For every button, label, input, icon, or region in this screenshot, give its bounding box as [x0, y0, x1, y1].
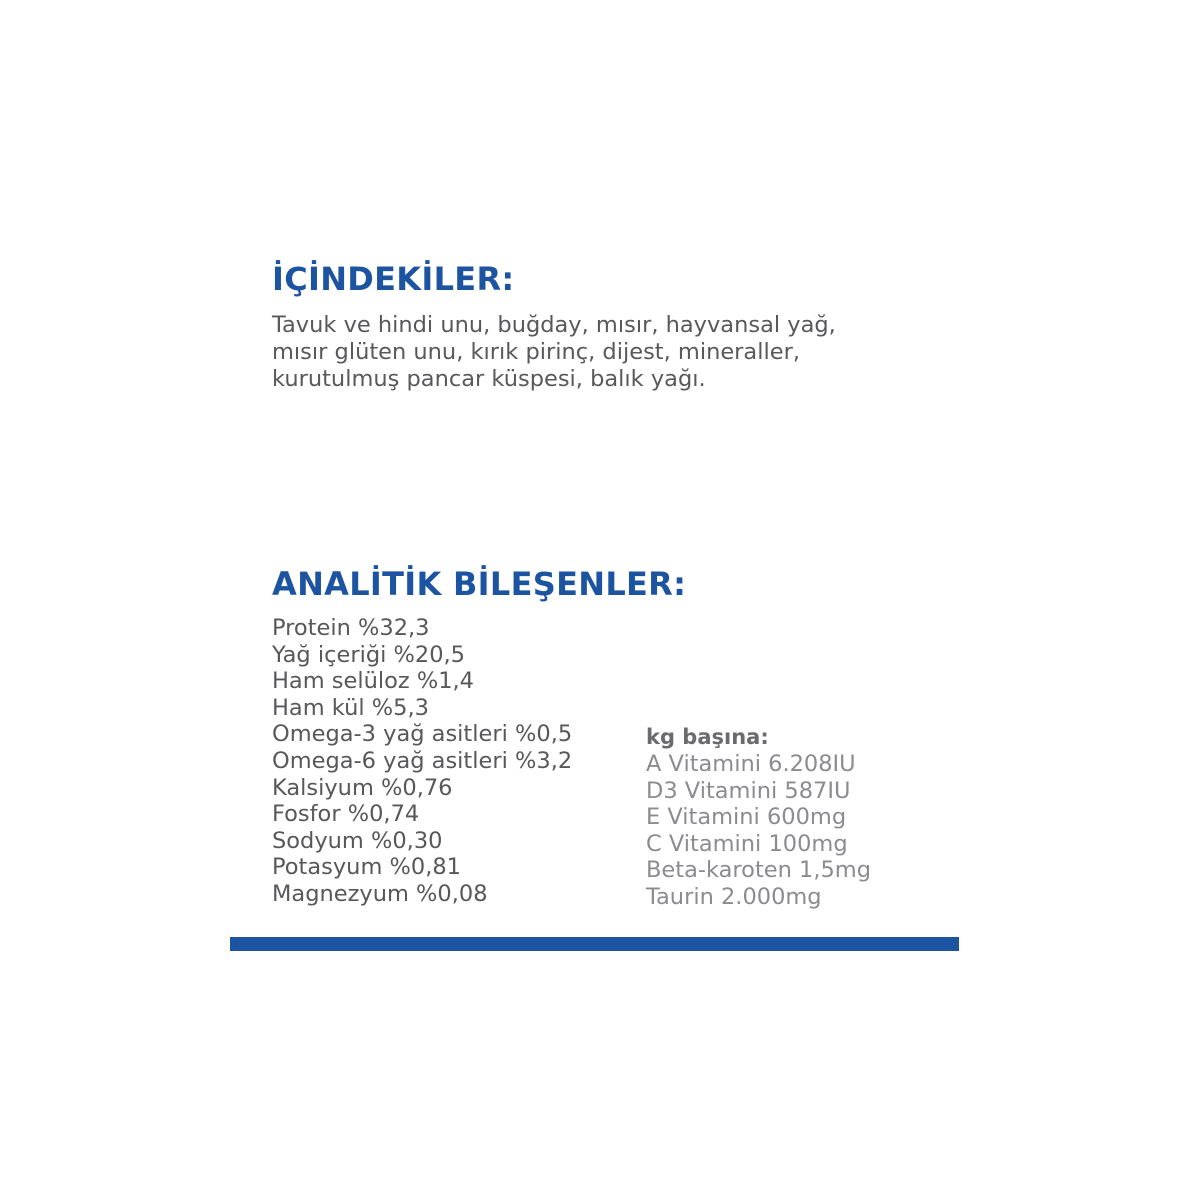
analytic-components-list [272, 615, 572, 908]
analytic-item-crude-fiber: Ham selüloz %1,4 [272, 668, 474, 695]
analytic-item-omega-6: Omega-6 yağ asitleri %3,2 [272, 747, 573, 774]
ingredients-line: kurutulmuş pancar küspesi, balık yağı. [272, 366, 706, 392]
vitamin-list [646, 751, 871, 911]
vitamin-item-d3: D3 Vitamini 587IU [646, 777, 851, 804]
ingredients-heading: İÇİNDEKİLER: [272, 260, 515, 298]
analytic-item-omega-3: Omega-3 yağ asitleri %0,5 [272, 721, 573, 748]
vitamin-item-e: E Vitamini 600mg [646, 804, 847, 831]
vitamin-item-taurine: Taurin 2.000mg [646, 883, 822, 910]
ingredients-text [272, 312, 932, 393]
per-kg-heading: kg başına: [646, 725, 769, 749]
analytic-item-sodium: Sodyum %0,30 [272, 827, 443, 854]
vitamin-item-beta-carotene: Beta-karoten 1,5mg [646, 857, 872, 884]
analytic-item-crude-ash: Ham kül %5,3 [272, 694, 429, 721]
ingredients-line: mısır glüten unu, kırık pirinç, dijest, mineraller, [272, 339, 800, 365]
analytic-item-protein: Protein %32,3 [272, 615, 430, 641]
vitamin-item-a: A Vitamini 6.208IU [646, 751, 856, 777]
analytic-item-potassium: Potasyum %0,81 [272, 854, 461, 881]
vitamin-item-c: C Vitamini 100mg [646, 830, 848, 857]
analytic-item-magnesium: Magnezyum %0,08 [272, 880, 488, 907]
ingredients-line: Tavuk ve hindi unu, buğday, mısır, hayvansal yağ, [272, 312, 836, 338]
analytic-components-heading: ANALİTİK BİLEŞENLER: [272, 565, 687, 603]
analytic-item-phosphorus: Fosfor %0,74 [272, 801, 420, 828]
analytic-item-fat-content: Yağ içeriği %20,5 [272, 641, 465, 668]
analytic-item-calcium: Kalsiyum %0,76 [272, 774, 453, 801]
accent-divider-bar [230, 937, 959, 951]
